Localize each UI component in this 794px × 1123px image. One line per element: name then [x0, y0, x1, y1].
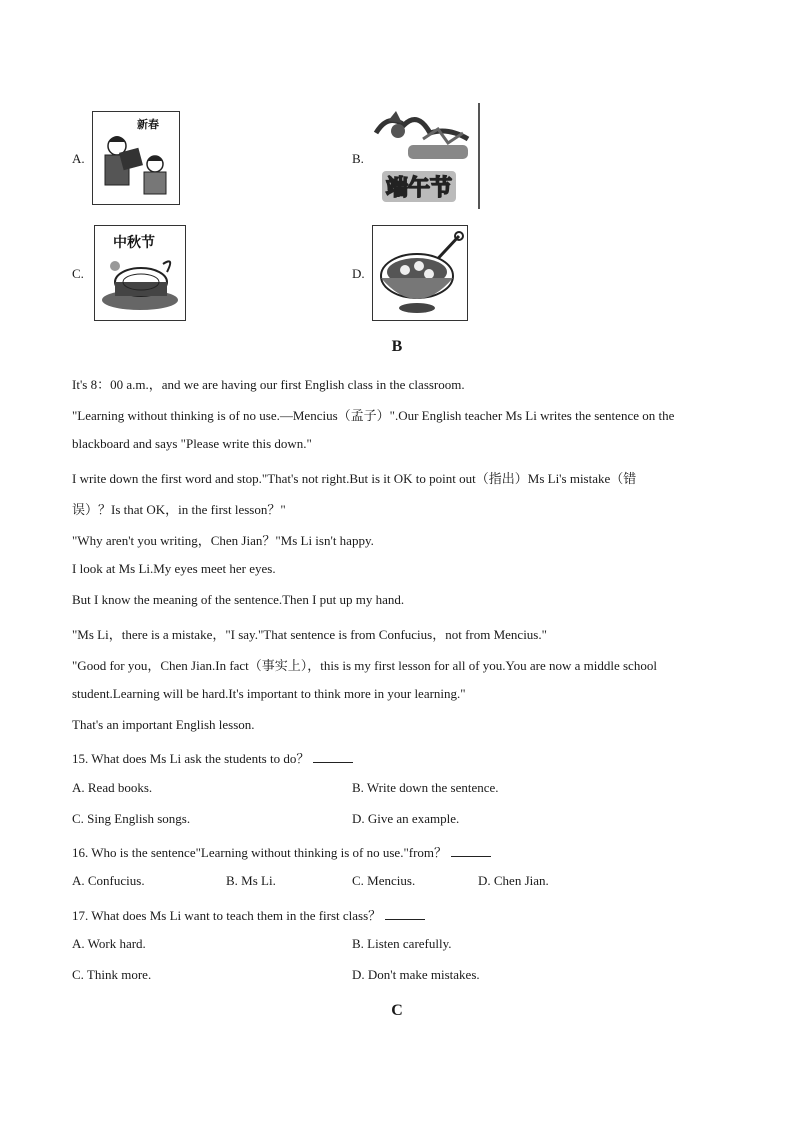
passage-line: It's 8：00 a.m.，and we are having our first English class in the classroom. — [72, 377, 465, 392]
passage-line: "Good for you，Chen Jian.In fact（事实上），this is my first lesson for all of you.You are now a middle school — [72, 658, 657, 673]
question-16-option-c[interactable]: C. Mencius. — [352, 873, 416, 888]
rice-dumpling-bowl-icon — [373, 226, 467, 320]
passage-line: "Learning without thinking is of no use.—Mencius（孟子）".Our English teacher Ms Li writes the sentence on the — [72, 408, 675, 423]
passage-line: 误）？Is that OK，in the first lesson？" — [72, 502, 286, 517]
question-16-stem — [72, 842, 491, 861]
mooncake-icon — [95, 226, 185, 320]
picture-caption-b: 端午节 — [382, 171, 456, 202]
question-text: 16. Who is the sentence"Learning without thinking is of no use."from？ — [72, 845, 448, 860]
spring-festival-picture — [92, 111, 180, 205]
question-16-option-b[interactable]: B. Ms Li. — [226, 873, 276, 888]
option-letter-d: D. — [352, 266, 365, 281]
question-16-option-a[interactable]: A. Confucius. — [72, 873, 145, 888]
option-letter-b: B. — [352, 151, 364, 166]
couple-greeting-icon — [93, 112, 179, 204]
question-17-option-c[interactable]: C. Think more. — [72, 967, 152, 982]
passage-line: But I know the meaning of the sentence.Then I put up my hand. — [72, 592, 405, 607]
dragon-boat-festival-picture — [368, 103, 480, 209]
section-b-heading: B — [391, 338, 403, 355]
question-16-option-d[interactable]: D. Chen Jian. — [478, 873, 549, 888]
option-letter-c: C. — [72, 266, 84, 281]
option-letter-a: A. — [72, 151, 85, 166]
answer-blank[interactable] — [451, 846, 491, 857]
picture-caption-a: 新春 — [137, 118, 159, 131]
question-15-option-a[interactable]: A. Read books. — [72, 780, 153, 795]
answer-blank[interactable] — [313, 752, 353, 763]
question-15-option-b[interactable]: B. Write down the sentence. — [352, 780, 499, 795]
passage-line: "Ms Li，there is a mistake，"I say."That sentence is from Confucius，not from Mencius." — [72, 627, 547, 642]
passage-line: blackboard and says "Please write this down." — [72, 436, 312, 451]
passage-line: That's an important English lesson. — [72, 717, 255, 732]
passage-line: student.Learning will be hard.It's important to think more in your learning." — [72, 686, 466, 701]
question-17-option-b[interactable]: B. Listen carefully. — [352, 936, 452, 951]
question-17-stem — [72, 905, 425, 924]
question-text: 17. What does Ms Li want to teach them in the first class？ — [72, 908, 382, 923]
dragon-boat-icon — [368, 103, 476, 173]
question-17-option-a[interactable]: A. Work hard. — [72, 936, 146, 951]
question-15-stem — [72, 748, 353, 767]
lantern-festival-picture — [372, 225, 468, 321]
section-c-heading: C — [391, 1002, 403, 1019]
question-15-option-d[interactable]: D. Give an example. — [352, 811, 460, 826]
passage-line: "Why aren't you writing，Chen Jian？"Ms Li isn't happy. — [72, 533, 374, 548]
passage-line: I look at Ms Li.My eyes meet her eyes. — [72, 561, 276, 576]
mid-autumn-festival-picture — [94, 225, 186, 321]
question-text: 15. What does Ms Li ask the students to do？ — [72, 751, 310, 766]
passage-line: I write down the first word and stop."That's not right.But is it OK to point out（指出）Ms Li's mistake（错 — [72, 471, 637, 486]
picture-caption-c: 中秋节 — [113, 235, 155, 251]
question-15-option-c[interactable]: C. Sing English songs. — [72, 811, 191, 826]
question-17-option-d[interactable]: D. Don't make mistakes. — [352, 967, 480, 982]
answer-blank[interactable] — [385, 909, 425, 920]
